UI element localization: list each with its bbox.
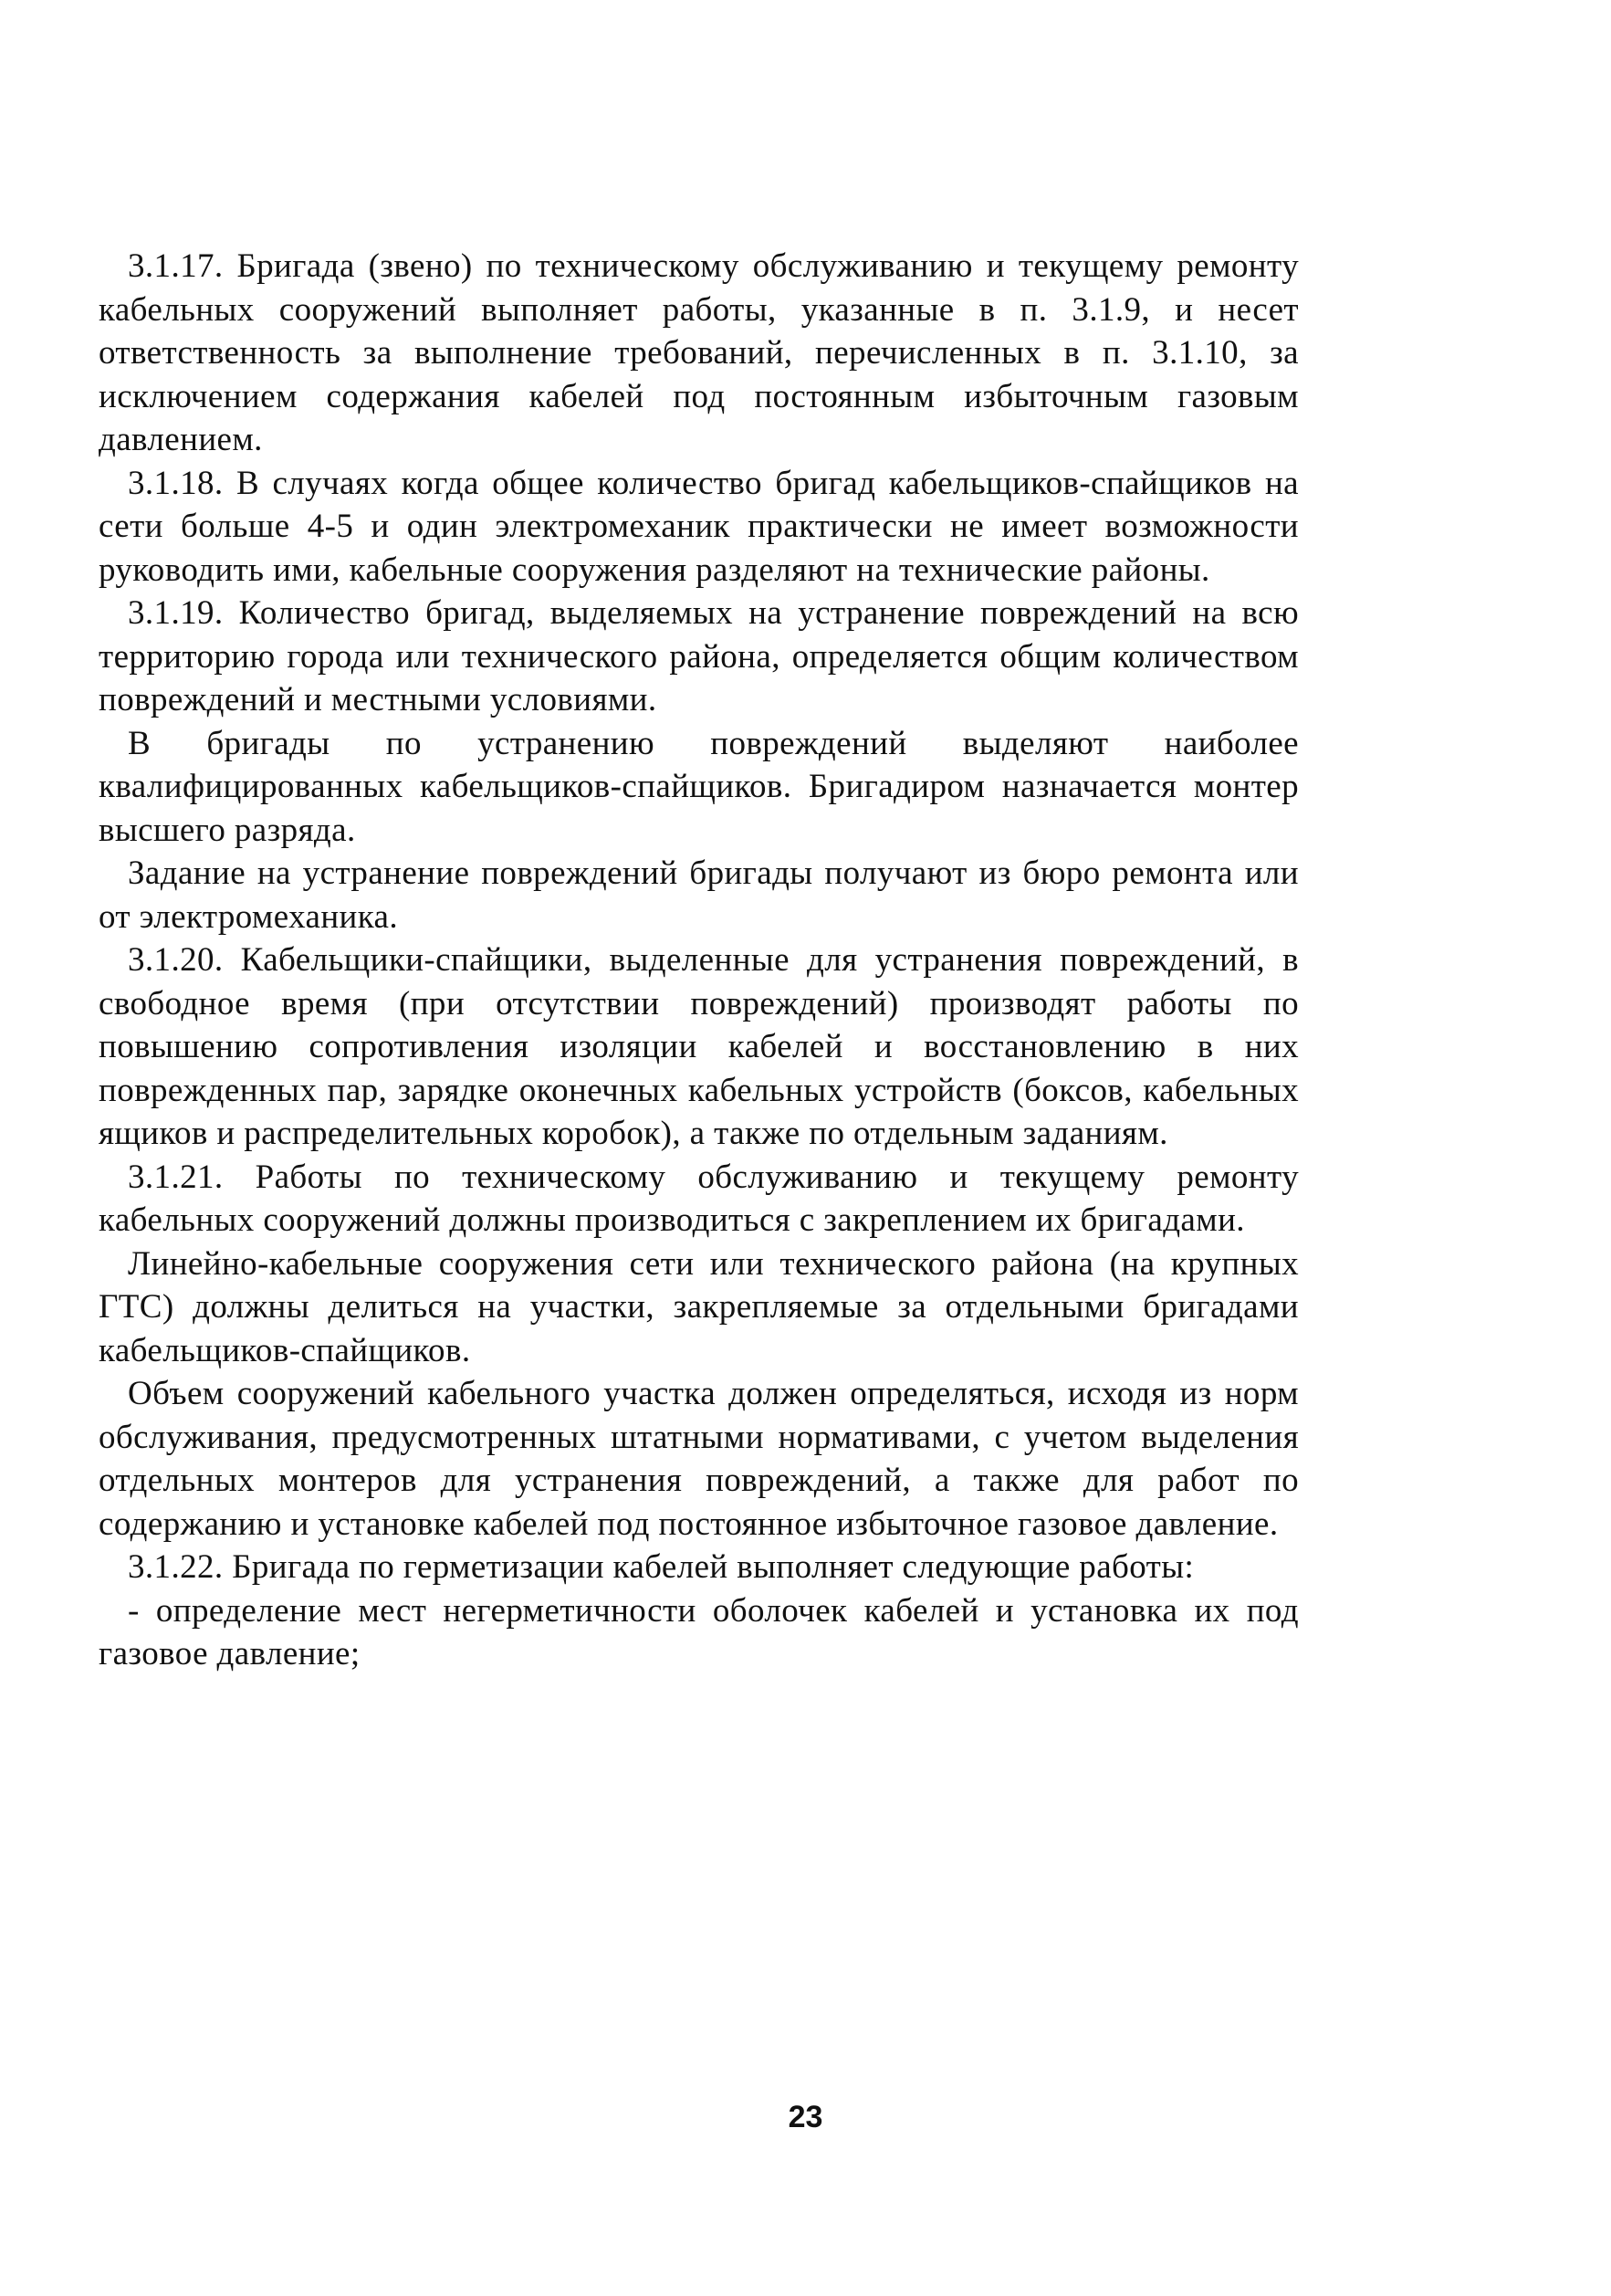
paragraph-3-1-22: 3.1.22. Бригада по герметизации кабелей выполняет следующие работы: — [128, 1548, 1195, 1586]
list-item-sealing: - определение мест негерметичности оболочек кабелей и установка их под газовое давление; — [99, 1591, 1299, 1672]
paragraph-volume: Объем сооружений кабельного участка должен определяться, исходя из норм обслуживания, предусмотренных штатными нормативами, с учетом выделения отдельных монтеров для устранения повреждений, а также для работ по содержанию и установке кабелей под постоянное избыточное газовое давление. — [99, 1375, 1299, 1543]
paragraph-3-1-17: 3.1.17. Бригада (звено) по техническому обслуживанию и текущему ремонту кабельных сооружений выполняет работы, указанные в п. 3.1.9, и несет ответственность за выполнение требований, перечисленных в п. 3.1.10, за исключением содержания кабелей под постоянным избыточным газовым давлением. — [99, 247, 1299, 458]
page-number: 23 — [788, 2100, 823, 2134]
paragraph-3-1-21: 3.1.21. Работы по техническому обслуживанию и текущему ремонту кабельных сооружений должны производиться с закреплением их бригадами. — [99, 1158, 1299, 1239]
paragraph-repair-teams: В бригады по устранению повреждений выделяют наиболее квалифицированных кабельщиков-спайщиков. Бригадиром назначается монтер высшего разряда. — [99, 724, 1299, 849]
body-text — [99, 245, 1299, 1676]
paragraph-repair-task: Задание на устранение повреждений бригады получают из бюро ремонта или от электромеханика. — [99, 854, 1299, 936]
paragraph-3-1-20: 3.1.20. Кабельщики-спайщики, выделенные для устранения повреждений, в свободное время (при отсутствии повреждений) производят работы по повышению сопротивления изоляции кабелей и восстановлению в них поврежденных пар, зарядке оконечных кабельных устройств (боксов, кабельных ящиков и распределительных коробок), а также по отдельным заданиям. — [99, 941, 1299, 1152]
paragraph-3-1-19: 3.1.19. Количество бригад, выделяемых на устранение повреждений на всю территорию города или технического района, определяется общим количеством повреждений и местными условиями. — [99, 594, 1299, 718]
paragraph-sections: Линейно-кабельные сооружения сети или технического района (на крупных ГТС) должны делиться на участки, закрепляемые за отдельными бригадами кабельщиков-спайщиков. — [99, 1244, 1299, 1369]
paragraph-3-1-18: 3.1.18. В случаях когда общее количество бригад кабельщиков-спайщиков на сети больше 4-5 и один электромеханик практически не имеет возможности руководить ими, кабельные сооружения разделяют на технические районы. — [99, 464, 1299, 589]
